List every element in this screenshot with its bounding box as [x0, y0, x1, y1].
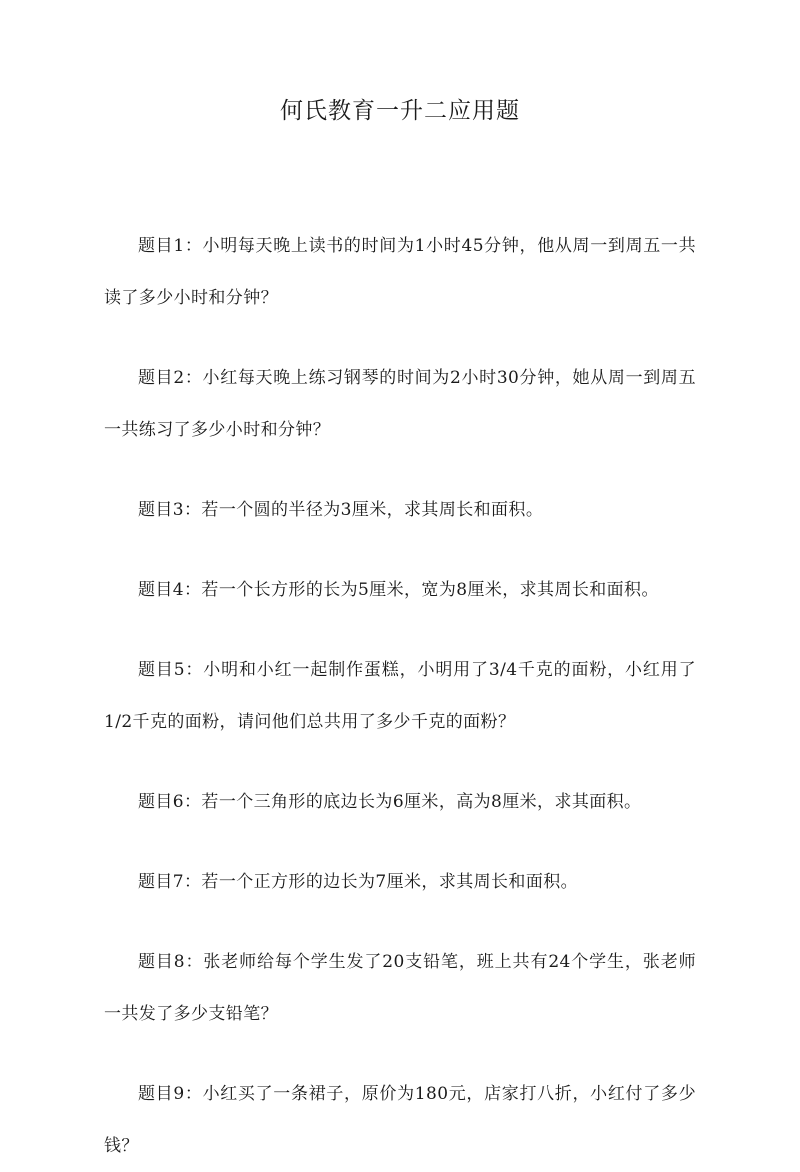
problem-7: [104, 856, 696, 908]
problem-3: [104, 484, 696, 536]
problem-label: 题目5：: [138, 660, 204, 680]
problem-list: [104, 220, 696, 1172]
problem-text: 若一个三角形的底边长为6厘米，高为8厘米，求其面积。: [201, 792, 642, 812]
problem-text: 若一个正方形的边长为7厘米，求其周长和面积。: [201, 872, 579, 892]
problem-4: [104, 564, 696, 616]
document-title: 何氏教育一升二应用题: [280, 98, 520, 124]
problem-text: 张老师给每个学生发了20支铅笔，班上共有24个学生，张老师一共发了多少支铅笔？: [104, 952, 696, 1024]
problem-label: 题目4：: [138, 580, 202, 600]
problem-label: 题目8：: [138, 952, 204, 972]
problem-label: 题目3：: [138, 500, 202, 520]
problem-text: 若一个长方形的长为5厘米，宽为8厘米，求其周长和面积。: [201, 580, 659, 600]
problem-8: [104, 936, 696, 1040]
problem-label: 题目7：: [138, 872, 202, 892]
problem-label: 题目9：: [138, 1084, 203, 1104]
problem-label: 题目2：: [138, 368, 203, 388]
problem-text: 小明每天晚上读书的时间为1小时45分钟，他从周一到周五一共读了多少小时和分钟？: [104, 236, 697, 308]
problem-text: 小明和小红一起制作蛋糕，小明用了3/4千克的面粉，小红用了1/2千克的面粉，请问他们总共用了多少千克的面粉？: [104, 660, 696, 732]
problem-text: 小红每天晚上练习钢琴的时间为2小时30分钟，她从周一到周五一共练习了多少小时和分钟？: [104, 368, 697, 440]
problem-label: 题目1：: [138, 236, 203, 256]
problem-6: [104, 776, 696, 828]
problem-9: [104, 1068, 696, 1172]
problem-5: [104, 644, 696, 748]
problem-2: [104, 352, 696, 456]
problem-label: 题目6：: [138, 792, 202, 812]
problem-text: 若一个圆的半径为3厘米，求其周长和面积。: [201, 500, 544, 520]
problem-text: 小红买了一条裙子，原价为180元，店家打八折，小红付了多少钱？: [104, 1084, 697, 1156]
problem-1: [104, 220, 696, 324]
